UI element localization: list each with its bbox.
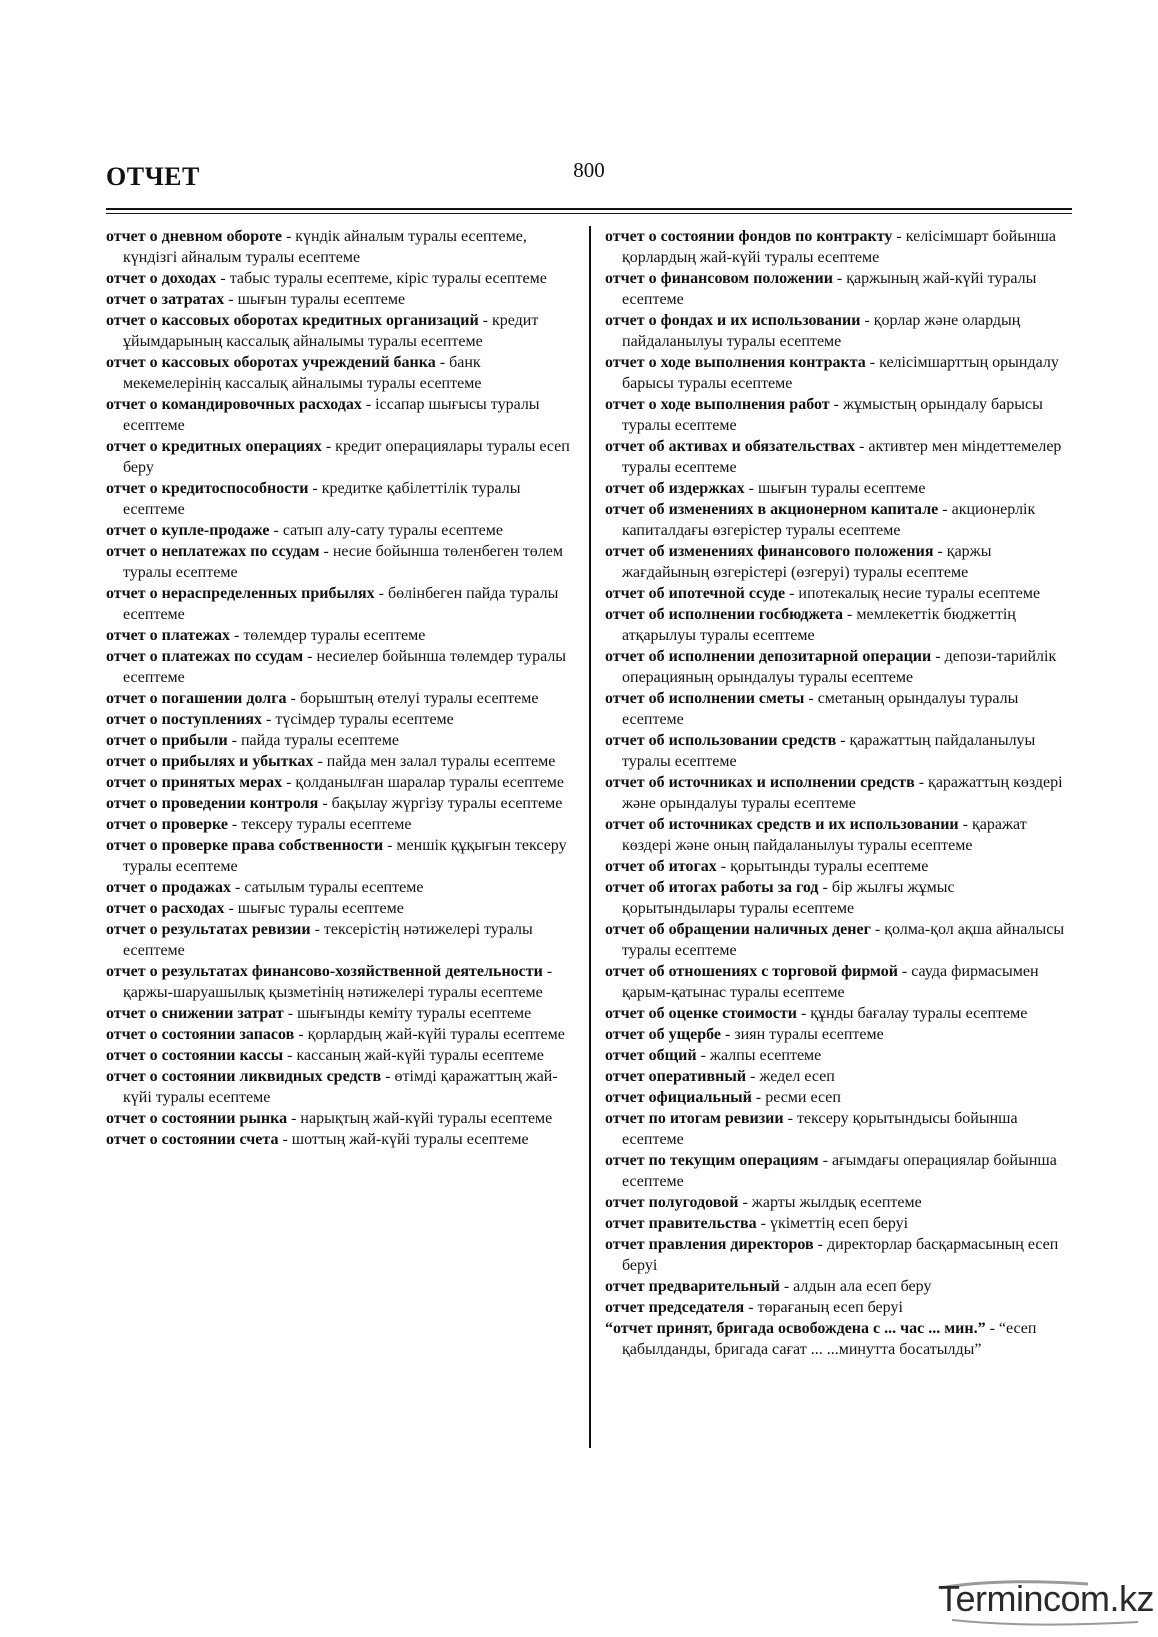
dictionary-entry [106,520,576,541]
entry-definition: - кредитке қабілеттілік туралы есептеме [123,480,521,518]
entry-definition: - сатылым туралы есептеме [230,879,424,896]
entry-term: отчет о кассовых оборотах кредитных организаций [106,312,479,329]
entry-term: отчет об отношениях с торговой фирмой [605,963,898,980]
entry-term: отчет о прибылях и убытках [106,753,314,770]
entry-term: отчет об изменениях в акционерном капитале [605,501,939,518]
entry-term: отчет о командировочных расходах [106,396,362,413]
dictionary-entry [605,646,1070,688]
entry-definition: - жұмыстың орындалу барысы туралы есептеме [622,396,1043,434]
dictionary-entry [106,877,576,898]
dictionary-entry [605,1276,1070,1297]
entry-term: отчет о состоянии ликвидных средств [106,1068,382,1085]
entry-definition: - іссапар шығысы туралы есептеме [123,396,540,434]
entry-term: отчет об издержках [605,480,745,497]
header-rule-thin [106,213,1072,214]
dictionary-entry [106,1129,576,1150]
entry-term: отчет общий [605,1047,697,1064]
dictionary-entry [605,541,1070,583]
dictionary-entry [605,1234,1070,1276]
entry-term: отчет о состоянии рынка [106,1110,288,1127]
entry-term: отчет по текущим операциям [605,1152,819,1169]
dictionary-entry [605,1192,1070,1213]
entry-term: отчет о результатах финансово-хозяйственной деятельности [106,963,543,980]
dictionary-entry [106,268,576,289]
entry-definition: - зиян туралы есептеме [721,1026,884,1043]
page-header [106,150,1072,210]
entry-term: отчет о платежах по ссудам [106,648,304,665]
entry-term: отчет о фондах и их использовании [605,312,861,329]
dictionary-entry [605,352,1070,394]
dictionary-entry [106,646,576,688]
entry-term: отчет официальный [605,1089,752,1106]
entry-definition: - жарты жылдық есептеме [738,1194,922,1211]
entry-definition: - сауда фирмасымен қарым-қатынас туралы есептеме [622,963,1039,1001]
dictionary-entry [106,1066,576,1108]
entry-term: отчет о купле-продаже [106,522,270,539]
entry-term: отчет полугодовой [605,1194,739,1211]
dictionary-entry [605,583,1070,604]
entry-definition: - келісімшарт бойынша қорлардың жай-күйі туралы есептеме [622,228,1056,266]
dictionary-entry [106,772,576,793]
entry-term: отчет об итогах работы за год [605,879,819,896]
entry-term: отчет о ходе выполнения контракта [605,354,866,371]
entry-definition: - меншік құқығын тексеру туралы есептеме [123,837,567,875]
entry-definition: - қаржы-шаруашылық қызметінің нәтижелері туралы есептеме [123,963,553,1001]
entry-definition: - қорытынды туралы есептеме [716,858,929,875]
entry-term: отчет правления директоров [605,1236,814,1253]
entry-definition: - тексеру қорытындысы бойынша есептеме [622,1110,1018,1148]
dictionary-entry [106,730,576,751]
dictionary-entry [106,688,576,709]
entry-definition: - пайда туралы есептеме [227,732,399,749]
entry-term: отчет о снижении затрат [106,1005,284,1022]
dictionary-entry [605,1066,1070,1087]
dictionary-entry [106,961,576,1003]
site-logo[interactable] [938,1576,1155,1628]
entry-term: отчет о затратах [106,291,225,308]
entry-term: отчет предварительный [605,1278,780,1295]
header-rule-thick [106,208,1072,210]
dictionary-entry [106,1024,576,1045]
entry-definition: - табыс туралы есептеме, кіріс туралы есептеме [216,270,547,287]
entry-definition: - несиелер бойынша төлемдер туралы есептеме [123,648,567,686]
entry-term: отчет об изменениях финансового положения [605,543,934,560]
entry-definition: - шығыс туралы есептеме [224,900,404,917]
dictionary-entry [106,226,576,268]
entry-term: отчет о кассовых оборотах учреждений банка [106,354,436,371]
entry-definition: - күндік айналым туралы есептеме, күндізгі айналым туралы есептеме [123,228,527,266]
dictionary-entry [605,499,1070,541]
entry-definition: - бақылау жүргізу туралы есептеме [318,795,563,812]
entry-definition: - келісімшарттың орындалу барысы туралы есептеме [622,354,1059,392]
entry-term: отчет по итогам ревизии [605,1110,784,1127]
entry-definition: - “есеп қабылданды, бригада сағат ... ...минутта босатылды” [622,1320,1037,1358]
entry-definition: - ағымдағы операциялар бойынша есептеме [622,1152,1057,1190]
entry-term: отчет председателя [605,1299,745,1316]
dictionary-entry [605,226,1070,268]
dictionary-entry [106,352,576,394]
dictionary-entry [605,772,1070,814]
entry-definition: - алдын ала есеп беру [779,1278,932,1295]
entry-definition: - құнды бағалау туралы есептеме [796,1005,1028,1022]
entry-term: отчет об источниках и исполнении средств [605,774,915,791]
dictionary-entry [605,961,1070,1003]
dictionary-entry [106,898,576,919]
dictionary-entry [106,310,576,352]
entry-term: отчет о состоянии запасов [106,1026,295,1043]
dictionary-entry [106,1003,576,1024]
dictionary-entry [605,1045,1070,1066]
entry-definition: - қаржы жағдайының өзгерістері (өзгеруі) туралы есептеме [622,543,992,581]
entry-term: отчет о поступлениях [106,711,262,728]
dictionary-entry [106,751,576,772]
page-number: 800 [573,158,605,182]
entry-term: отчет об исполнении сметы [605,690,805,707]
entry-term: отчет об источниках средств и их использовании [605,816,959,833]
dictionary-entry [106,793,576,814]
entry-definition: - мемлекеттік бюджеттің атқарылуы туралы есептеме [622,606,1016,644]
entry-term: отчет о проведении контроля [106,795,319,812]
entry-term: отчет о финансовом положении [605,270,833,287]
entry-term: отчет о платежах [106,627,230,644]
entry-term: отчет об ущербе [605,1026,722,1043]
entry-definition: - бір жылғы жұмыс қорытындылары туралы есептеме [622,879,955,917]
dictionary-entry [605,1024,1070,1045]
entry-definition: - борыштың өтелуі туралы есептеме [286,690,539,707]
entry-term: отчет об обращении наличных денег [605,921,871,938]
entry-term: отчет об итогах [605,858,717,875]
entry-definition: - тексерістің нәтижелері туралы есептеме [123,921,533,959]
entry-term: отчет о ходе выполнения работ [605,396,830,413]
dictionary-entry [605,1297,1070,1318]
entry-term: отчет об активах и обязательствах [605,438,856,455]
dictionary-entry [605,877,1070,919]
entry-term: отчет о расходах [106,900,225,917]
entry-term: отчет об оценке стоимости [605,1005,797,1022]
entry-term: отчет об ипотечной ссуде [605,585,786,602]
entry-definition: - қаражат көздері және оның пайдаланылуы туралы есептеме [622,816,1027,854]
entry-term: отчет оперативный [605,1068,747,1085]
dictionary-entry [605,856,1070,877]
dictionary-entry [605,310,1070,352]
dictionary-entry [106,394,576,436]
entry-term: отчет правительства [605,1215,757,1232]
dictionary-entry [106,709,576,730]
entry-term: отчет о состоянии фондов по контракту [605,228,893,245]
dictionary-entry [605,1003,1070,1024]
entry-definition: - өтімді қаражаттың жай-күйі туралы есептеме [123,1068,558,1106]
right-column [605,226,1070,1360]
entry-definition: - қорлардың жай-күйі туралы есептеме [294,1026,565,1043]
entry-definition: - кредит ұйымдарының кассалық айналымы туралы есептеме [123,312,539,350]
dictionary-entry [605,478,1070,499]
entry-term: отчет о проверке права собственности [106,837,384,854]
entry-definition: - жалпы есептеме [696,1047,822,1064]
entry-definition: - үкіметтің есеп беруі [756,1215,909,1232]
entry-definition: - активтер мен міндеттемелер туралы есептеме [622,438,1062,476]
entry-term: отчет о погашении долга [106,690,287,707]
entry-term: отчет об исполнении депозитарной операции [605,648,932,665]
entry-term: отчет о нераспределенных прибылях [106,585,375,602]
dictionary-entry [106,541,576,583]
dictionary-entry [605,436,1070,478]
entry-definition: - банк мекемелерінің кассалық айналымы туралы есептеме [123,354,482,392]
left-column [106,226,576,1150]
entry-definition: - пайда мен залал туралы есептеме [313,753,556,770]
entry-definition: - несие бойынша төленбеген төлем туралы есептеме [123,543,563,581]
dictionary-entry [605,1213,1070,1234]
entry-definition: - шығын туралы есептеме [744,480,926,497]
entry-definition: - ипотекалық несие туралы есептеме [785,585,1041,602]
dictionary-entry [605,1318,1070,1360]
entry-definition: - ресми есеп [751,1089,841,1106]
entry-definition: - қаражаттың көздері және орындалуы туралы есептеме [622,774,1063,812]
dictionary-entry [605,1150,1070,1192]
entry-term: отчет о неплатежах по ссудам [106,543,320,560]
dictionary-entry [106,814,576,835]
entry-definition: - директорлар басқармасының есеп беруі [622,1236,1059,1274]
entry-term: отчет о прибыли [106,732,228,749]
entry-term: отчет о кредитных операциях [106,438,322,455]
entry-definition: - түсімдер туралы есептеме [262,711,454,728]
dictionary-entry [605,1087,1070,1108]
entry-term: отчет о состоянии счета [106,1131,279,1148]
entry-definition: - шығын туралы есептеме [224,291,406,308]
dictionary-entry [605,394,1070,436]
entry-term: отчет об использовании средств [605,732,837,749]
dictionary-entry [106,436,576,478]
entry-definition: - жедел есеп [746,1068,835,1085]
entry-definition: - кредит операциялары туралы есеп беру [123,438,570,476]
logo-text: Termincom.kz [938,1578,1155,1619]
dictionary-entry [605,604,1070,646]
entry-definition: - қаржының жай-күйі туралы есептеме [622,270,1037,308]
entry-term: “отчет принят, бригада освобождена с ... час ... мин.” [605,1320,986,1337]
dictionary-entry [605,268,1070,310]
entry-term: отчет о состоянии кассы [106,1047,284,1064]
entry-term: отчет о принятых мерах [106,774,283,791]
entry-definition: - депози-тарийлік операцияның орындалуы туралы есептеме [622,648,1057,686]
entry-definition: - қолма-қол ақша айналысы туралы есептеме [622,921,1065,959]
entry-term: отчет о результатах ревизии [106,921,311,938]
dictionary-entry [605,919,1070,961]
dictionary-entry [106,289,576,310]
entry-term: отчет о проверке [106,816,228,833]
entry-definition: - шығынды кеміту туралы есептеме [283,1005,532,1022]
entry-definition: - қорлар және олардың пайдаланылуы туралы есептеме [622,312,1021,350]
entry-definition: - қолданылған шаралар туралы есептеме [282,774,565,791]
entry-definition: - бөлінбеген пайда туралы есептеме [123,585,559,623]
entry-definition: - акционерлік капиталдағы өзгерістер туралы есептеме [622,501,1036,539]
dictionary-entry [106,478,576,520]
entry-term: отчет о дневном обороте [106,228,282,245]
dictionary-entry [106,583,576,625]
dictionary-entry [106,1045,576,1066]
dictionary-entry [605,814,1070,856]
entry-definition: - нарықтың жай-күйі туралы есептеме [287,1110,553,1127]
dictionary-entry [605,1108,1070,1150]
dictionary-entry [106,835,576,877]
dictionary-entry [106,1108,576,1129]
page-title: ОТЧЕТ [106,162,200,191]
entry-definition: - қаражаттың пайдаланылуы туралы есептеме [622,732,1036,770]
dictionary-entry [605,688,1070,730]
entry-definition: - кассаның жай-күйі туралы есептеме [283,1047,544,1064]
entry-definition: - төрағаның есеп беруі [744,1299,903,1316]
entry-definition: - сатып алу-сату туралы есептеме [269,522,503,539]
column-divider [589,226,591,1448]
entry-definition: - шоттың жай-күйі туралы есептеме [278,1131,529,1148]
entry-term: отчет о доходах [106,270,217,287]
entry-definition: - төлемдер туралы есептеме [229,627,426,644]
entry-definition: - тексеру туралы есептеме [227,816,412,833]
entry-term: отчет о продажах [106,879,231,896]
dictionary-entry [605,730,1070,772]
entry-definition: - сметаның орындалуы туралы есептеме [622,690,1019,728]
entry-term: отчет об исполнении госбюджета [605,606,844,623]
entry-term: отчет о кредитоспособности [106,480,309,497]
dictionary-entry [106,919,576,961]
dictionary-entry [106,625,576,646]
